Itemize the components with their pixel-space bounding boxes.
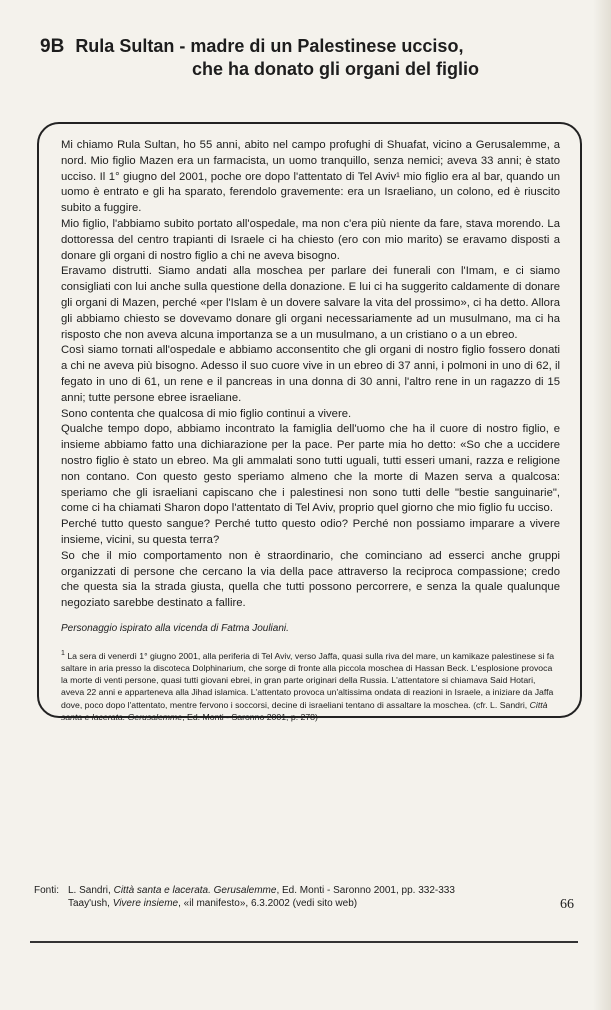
subtitle-line-1: - madre di un Palestinese ucciso,	[179, 36, 464, 56]
source-entry	[68, 897, 455, 910]
footnote-marker: 1	[61, 649, 65, 657]
paragraph: Sono contenta che qualcosa di mio figlio continui a vivere.	[61, 407, 352, 420]
source-details: , «il manifesto», 6.3.2002 (vedi sito web)	[178, 898, 358, 909]
paragraph: Mi chiamo Rula Sultan, ho 55 anni, abito nel campo profughi di Shuafat, vicino a Gerusalemme, a nord. Mio figlio Mazen era un farmacista, un uomo tranquillo, senza nemici; aveva 33 anni; è stato ucciso. Il 1° giugno del 2001, poche ore dopo l'attentato di Tel Aviv¹ mio figlio era al bar, quando un uomo è entrato e gli ha sparato, ferendolo gravemente: era un Israeliano, un colono, ed è riuscito subito a fuggire.	[61, 139, 560, 215]
source-author: L. Sandri,	[68, 885, 114, 896]
subtitle-line-2: che ha donato gli organi del figlio	[192, 59, 480, 79]
source-details: , Ed. Monti - Saronno 2001, pp. 332-333	[276, 885, 455, 896]
person-name: Rula Sultan	[75, 36, 175, 56]
paragraph: Perché tutto questo sangue? Perché tutto questo odio? Perché non possiamo imparare a vivere insieme, vicini, su questa terra?	[61, 518, 560, 546]
footnote-text: La sera di venerdì 1° giugno 2001, alla periferia di Tel Aviv, verso Jaffa, quasi sulla riva del mare, un kamikaze palestinese si fa saltare in aria presso la discoteca Dolphinarium, che sorge di fronte alla piccola moschea di Hassan Beck. L'esplosione provoca la morte di venti persone, quasi tutti giovani ebrei, in gran parte originari della Russia. L'attentatore si chiamava Said Hotari, aveva 22 anni e apparteneva alla Jihad islamica. L'attentato provoca un'altissima ondata di reazioni in Israele, a iniziare da Jaffa dove, poco dopo l'attentato, mentre fervono i soccorsi, decine di israeliani tentano di assaltare la moschea. (cfr. L. Sandri,	[61, 650, 555, 710]
bottom-rule	[30, 941, 578, 943]
sources-section	[34, 884, 474, 910]
footnote-cite-rest: , Ed. Monti - Saronno 2001, p. 278)	[182, 711, 318, 722]
source-author: Taay'ush,	[68, 898, 113, 909]
chapter-heading	[40, 35, 560, 80]
sources-list	[68, 884, 455, 910]
page-edge	[593, 0, 611, 1010]
testimony-box	[37, 122, 582, 722]
page-number: 66	[560, 897, 574, 912]
source-note: Personaggio ispirato alla vicenda di Fatma Jouliani.	[61, 622, 289, 634]
paragraph: Qualche tempo dopo, abbiamo incontrato la famiglia dell'uomo che ha il cuore di nostro figlio, e insieme abbiamo fatto una dichiarazione per la pace. Per parte mia ho detto: «So che a uccidere nostro figlio è stato un ebreo. Ma gli ammalati sono tutti uguali, tutti esseri umani, razza e religione non contano. Con questo gesto speriamo almeno che la morte di Mazen serva a qualcosa: speriamo che gli israeliani capiscano che i palestinesi non sono tutti delle "bestie sanguinarie", come ci ha chiamati Sharon dopo l'attentato di Tel Aviv, proprio quel giorno che mio figlio fu ucciso.	[61, 423, 560, 515]
testimony-text	[61, 138, 560, 612]
paragraph: Mio figlio, l'abbiamo subito portato all'ospedale, ma non c'era più niente da fare, stava morendo. La dottoressa del centro trapianti di Israele ci ha chiesto (ero con mio marito) se eravamo disposti a donare gli organi di nostro figlio a chi ne aveva bisogno.	[61, 217, 560, 262]
footnote-cite-title: Città santa e lacerata. Gerusalemme	[61, 699, 548, 722]
sources-label: Fonti:	[34, 885, 60, 896]
source-title: Vivere insieme	[112, 898, 179, 909]
paragraph: So che il mio comportamento non è straordinario, che cominciano ad esserci anche gruppi organizzati di persone che cercano la via della pace attraverso la reciproca compassione; credo che questa sia la strada giusta, quella che tutti possono percorrere, e senza la quale qualunque negoziato sarebbe destinato a fallire.	[61, 549, 560, 610]
paragraph: Eravamo distrutti. Siamo andati alla moschea per parlare dei funerali con l'Imam, e ci siamo consigliati con lui anche sulla questione della donazione. E lui ci ha suggerito caldamente di donare gli organi di Mazen, perché «per l'Islam è un dovere salvare la vita del prossimo», ci ha detto. Allora gli abbiamo chiesto se dovevamo donare gli organi necessariamente ad un musulmano, ma ci ha risposto che non aveva alcuna importanza se a un musulmano, a un cristiano o a un ebreo.	[61, 265, 560, 341]
footnote	[61, 648, 560, 723]
source-entry	[68, 884, 455, 897]
source-title: Città santa e lacerata. Gerusalemme	[113, 885, 277, 896]
paragraph: Così siamo tornati all'ospedale e abbiamo acconsentito che gli organi di nostro figlio fossero donati a chi ne aveva più bisogno. Adesso il suo cuore vive in un ebreo di 37 anni, i polmoni in uno di 62, il fegato in uno di 61, un rene e il pancreas in una donna di 30 anni, l'altro rene in un ragazzo di 15 anni; tutte persone ebree israeliane.	[61, 344, 560, 404]
chapter-number: 9B	[40, 36, 65, 57]
